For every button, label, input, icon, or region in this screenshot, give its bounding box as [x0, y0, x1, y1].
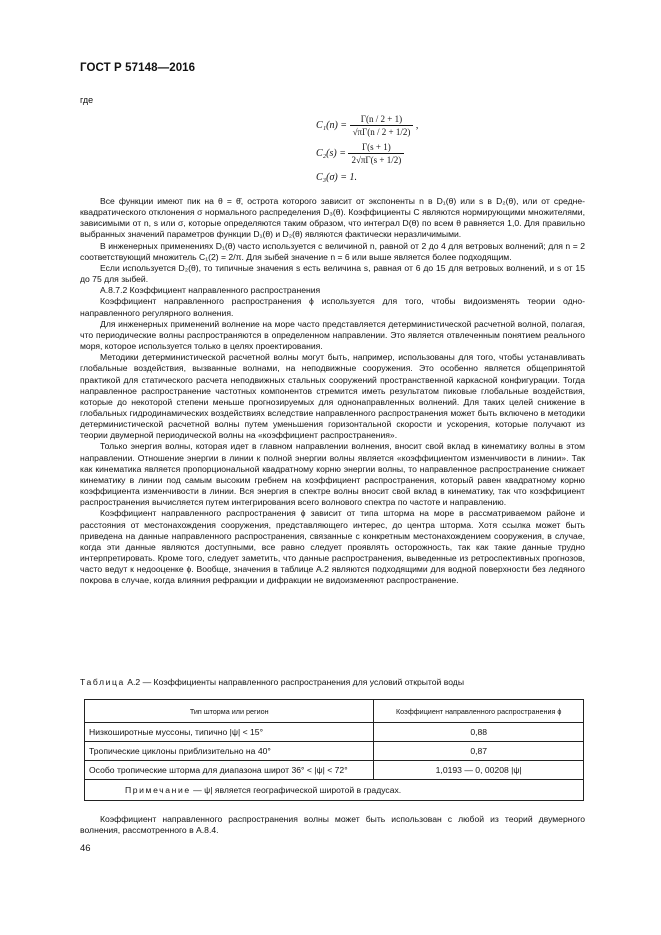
table-cell-value: 0,87: [374, 742, 584, 761]
formula-c2-denominator: 2√πΓ(s + 1/2): [351, 155, 402, 165]
formula-c1-numerator: Γ(n / 2 + 1): [350, 114, 414, 126]
section-heading: А.8.7.2 Коэффициент направленного распространения: [100, 285, 321, 296]
table-row: [85, 761, 584, 780]
table-caption-text: А.2 — Коэффициенты направленного распространения для условий открытой воды: [124, 677, 464, 687]
formula-c3-lhs: C₃(σ) = 1.: [316, 172, 357, 184]
table-cell-value: 1,0193 — 0, 00208 |ψ|: [374, 761, 584, 780]
formula-c1-tail: ,: [415, 119, 419, 131]
formula-c3: [316, 172, 357, 183]
formula-c1-lhs: C₁(n) =: [316, 120, 348, 131]
formula-c2-numerator: Γ(s + 1): [348, 142, 404, 154]
paragraph: Только энергия волны, которая идет в главном направлении волнения, вносит свой вклад в кинематику волны в этом направлении. Отношение энергии в линии к полной энергии волны является «коэффициентом изменчивости в линии». Так как кинематика является пропорциональной квадратному корню энергии волны, то направленное распространение снижает кинематику в линии под самым высоким гребнем на коэффициент распространения, который равен квадратному корню коэффициента изменчивости в линии. Вся энергия в спектре волны вносит свой вклад в кинематику, так что коэффициент распространения вычисляется путем интегрирования всего волнового спектра по частоте и направлению.: [80, 441, 585, 508]
paragraph: Коэффициент направленного распространения ϕ зависит от типа шторма на море в рассматриваемом районе и расстояния от местонахождения сооружения, представляющего интерес, до центра шторма. Хотя ссылка может быть приведена на данные направленного распространения, связанные с конкретным местонахождением сооружения, в случае, когда эти данные являются доступными, все равно следует проявлять осторожность, так как такие данные трудно интерпретировать. Кроме того, следует заметить, что данные распространения, выведенные из ретроспективных прогнозов, часто ведут к недооценке ϕ. Вообще, значения в таблице А.2 являются подходящими для водной поверхности без ледяного покрова в случае, когда влияния рефракции и дифракции не видоизменяют распространение.: [80, 508, 585, 586]
table-note-label: Примечание: [125, 785, 191, 795]
table-cell-value: 0,88: [374, 723, 584, 742]
paragraph: В инженерных применениях D₁(θ) часто используется с величиной n, равной от 2 до 4 для ветровых волнений; для n = 2 соответствующий множитель C₁(2) = 2/π. Для зыбей значение n = 6 или выше является более подходящим.: [80, 240, 585, 262]
table-note: [85, 780, 584, 801]
table-row: [85, 723, 584, 742]
paragraph: Коэффициент направленного распространения волны может быть использован с любой из теорий двумерного волнения, рассмотренного в А.8.4.: [80, 814, 585, 836]
formula-c1-fraction: [350, 114, 414, 137]
paragraph: Коэффициент направленного распространения ϕ используется для того, чтобы видоизменять теории одно-направленного регулярного волнения.: [80, 296, 585, 318]
formula-c2-fraction: [348, 142, 404, 165]
table-note-text: — ψ| является географической широтой в градусах.: [190, 785, 402, 795]
paragraph: Все функции имеют пик на θ = θ̄, острота которого зависит от экспоненты n в D₁(θ) или s в D₂(θ), или от средне-квадратического отклонения σ нормального распределения D₃(θ). Коэффициенты C являются нормирующими множителями, зависимыми от n, s или σ, которые определяются таким образом, что интеграл D(θ) по всем θ равняется 1,0. Для правильно выбранных значений параметров функции D₁(θ) и D₂(θ) являются фактически неразличимыми.: [80, 196, 585, 240]
formula-c2-lhs: C₂(s) =: [316, 148, 346, 159]
table-cell-region: Особо тропические шторма для диапазона широт 36° < |ψ| < 72°: [85, 761, 374, 780]
body-text: [80, 196, 585, 586]
paragraph: Методики детерминистической расчетной волны могут быть, например, использованы для того, чтобы устанавливать глобальные воздействия, вызванные волнами, на неподвижные сооружения. Это особенно является общепринятой практикой для статического расчета неподвижных стальных сооружений пространственной каркасной конфигурации. Тогда направленное распространение частотных компонентов стремится иметь результатом пиковые глобальные воздействия, которые до некоторой степени меньше прогнозируемых для однонаправленных волнений. Для таких целей снижение в глобальных гидродинамических воздействиях вследствие направленного распространения может быть включено в методики детерминистической расчетной волны путем уменьшения горизонтальной скорости и ускорения, которые получают из теории двумерной периодической волны на «коэффициент распространения».: [80, 352, 585, 441]
table-header-region: Тип шторма или регион: [85, 700, 374, 723]
formula-c1: [316, 114, 418, 137]
table-header-row: [85, 700, 584, 723]
standard-code-header: ГОСТ Р 57148—2016: [80, 62, 196, 74]
paragraph: Для инженерных применений волнение на море часто представляется детерминистической расчетной волной, полагая, что периодические волны распространяются в определенном направлении. Это является отвлеченным понятием реального моря, которое используется только в целях проектирования.: [80, 318, 585, 352]
spreading-factor-table: [84, 699, 584, 801]
final-text: [80, 814, 585, 836]
page-number: 46: [80, 843, 91, 854]
where-label: где: [80, 95, 94, 105]
table-header-factor: Коэффициент направленного распространения ϕ: [374, 700, 584, 723]
table-cell-region: Тропические циклоны приблизительно на 40°: [85, 742, 374, 761]
paragraph: Если используется D₂(θ), то типичные значения s есть величина s, равная от 6 до 15 для ветровых волнений, и s от 15 до 75 для зыбей.: [80, 262, 585, 285]
table-caption: [80, 677, 464, 687]
formula-c1-denominator: √πΓ(n / 2 + 1/2): [352, 127, 411, 137]
table-row: [85, 742, 584, 761]
formula-c2: [316, 142, 404, 165]
table-note-row: [85, 780, 584, 801]
table-cell-region: Низкоширотные муссоны, типично |ψ| < 15°: [85, 723, 374, 742]
table-caption-prefix: Таблица: [80, 677, 125, 687]
